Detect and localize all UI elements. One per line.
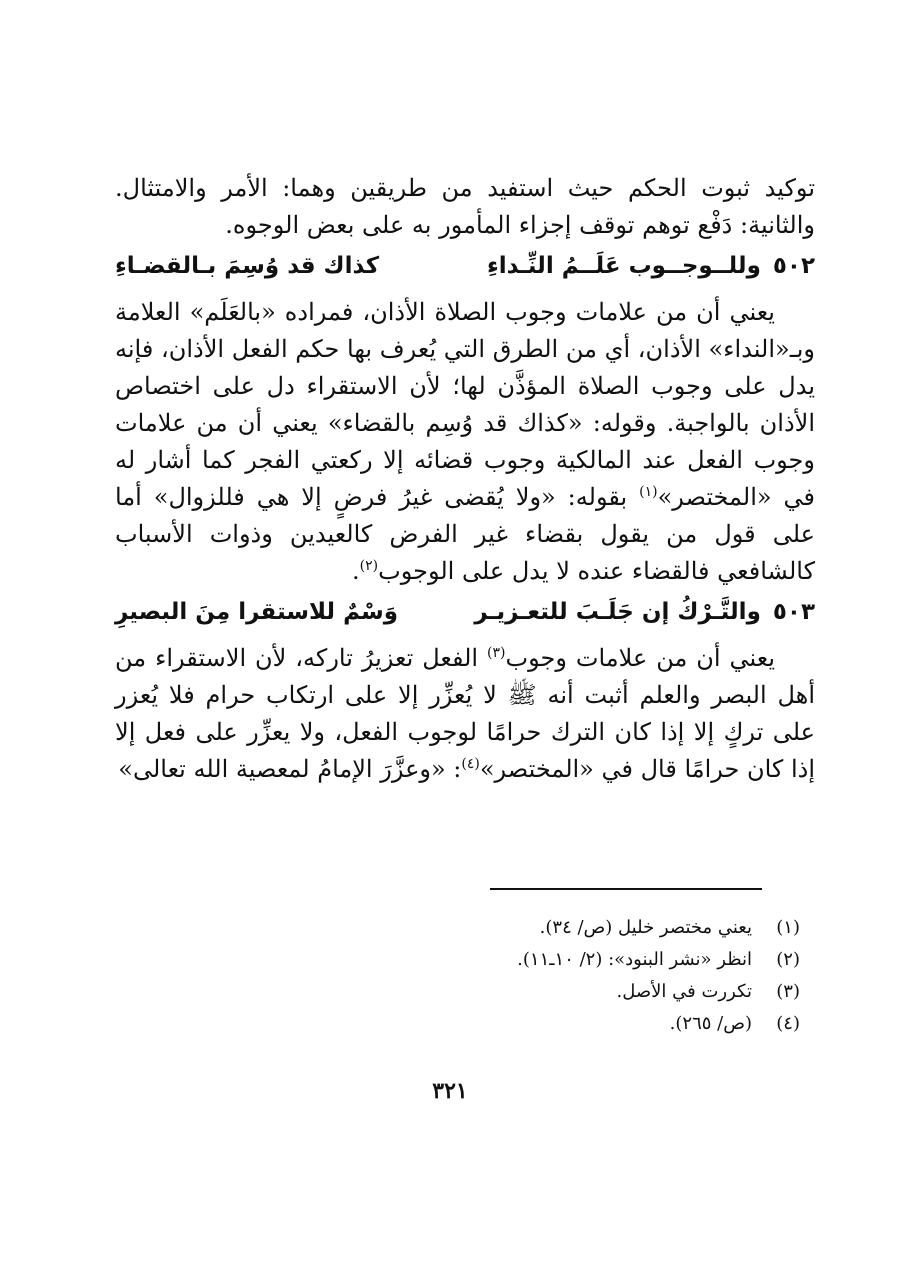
footnote-item	[300, 976, 800, 1008]
verse-hemistich-first: والتَّـرْكُ إن جَلَـبَ للتعـزيـر	[474, 599, 761, 625]
footnote-number: (٢)	[776, 949, 800, 970]
footnote-item	[300, 944, 800, 976]
footnote-text: انظر «نشر البنود»: (٢/ ١٠ـ١١).	[517, 949, 752, 970]
paragraph-intro: توكيد ثبوت الحكم حيث استفيد من طريقين وهما: الأمر والامتثال. والثانية: دَفْع توهم توقف إجزاء المأمور به على بعض الوجوه.	[115, 174, 815, 239]
footnote-divider	[490, 888, 762, 890]
footnote-text: (ص/ ٢٦٥).	[669, 1013, 752, 1034]
footnote-item	[300, 912, 800, 944]
verse-number: ٥٠٣	[772, 599, 815, 625]
verse-number: ٥٠٢	[772, 253, 815, 279]
commentary-text: بقوله: «ولا يُقضى غيرُ فرضٍ إلا هي فللزوال» أما على قول من يقول بقضاء غير الفرض كالعيدين وذوات الأسباب كالشافعي فالقضاء عنده لا يدل على الوجوب	[115, 483, 815, 585]
paragraph-commentary-503	[115, 640, 815, 788]
footnote-ref-4: (٤)	[461, 756, 480, 772]
footnote-ref-1: (١)	[639, 484, 658, 500]
commentary-text: الفعل تعزيرُ تاركه، لأن الاستقراء من أهل البصر والعلم أثبت أنه ﷺ لا يُعزِّر إلا على ارتكاب حرام فلا يُعزر على تركٍ إلا إذا كان الترك حرامًا لوجوب الفعل، ولا يعزِّر على فعل إلا إذا كان حرامًا قال في «المختصر»	[115, 644, 815, 783]
footnotes	[300, 912, 800, 1040]
commentary-text: .	[352, 557, 360, 585]
footnote-ref-2: (٢)	[359, 558, 379, 574]
footnote-number: (٣)	[776, 981, 800, 1002]
paragraph-commentary-502	[115, 294, 815, 590]
commentary-text: يعني أن من علامات وجوب الصلاة الأذان، فمراده «بالعَلَم» العلامة وبـ«النداء» الأذان، أي من الطرق التي يُعرف بها حكم الفعل الأذان، فإنه يدل على وجوب الصلاة المؤذَّن لها؛ لأن الاستقراء دل على اختصاص الأذان بالواجبة. وقوله: «كذاك قد وُسِم بالقضاء» يعني أن من علامات وجوب الفعل عند المالكية وجوب قضائه إلا ركعتي الفجر كما أشار له في «المختصر»	[115, 298, 816, 511]
footnote-text: تكررت في الأصل.	[616, 981, 752, 1002]
footnote-ref-3: (٣)	[487, 645, 506, 661]
page-body	[115, 170, 815, 788]
verse-503	[115, 592, 815, 632]
footnote-text: يعني مختصر خليل (ص/ ٣٤).	[539, 917, 752, 938]
page-number: ٣٢١	[432, 1078, 468, 1104]
footnote-number: (٤)	[776, 1013, 800, 1034]
commentary-text: : «وعزَّرَ الإمامُ لمعصية الله تعالى»	[118, 755, 462, 783]
footnote-item	[300, 1008, 800, 1040]
verse-hemistich-first: وللــوجــوب عَلَــمُ النِّـداءِ	[487, 253, 761, 279]
verse-502	[115, 246, 815, 286]
commentary-text: يعني أن من علامات وجوب	[505, 644, 775, 672]
verse-hemistich-second: وَسْمٌ للاستقرا مِنَ البصيرِ	[115, 599, 399, 625]
verse-hemistich-second: كذاك قد وُسِمَ بـالقضـاءِ	[115, 253, 380, 279]
footnote-number: (١)	[776, 917, 800, 938]
